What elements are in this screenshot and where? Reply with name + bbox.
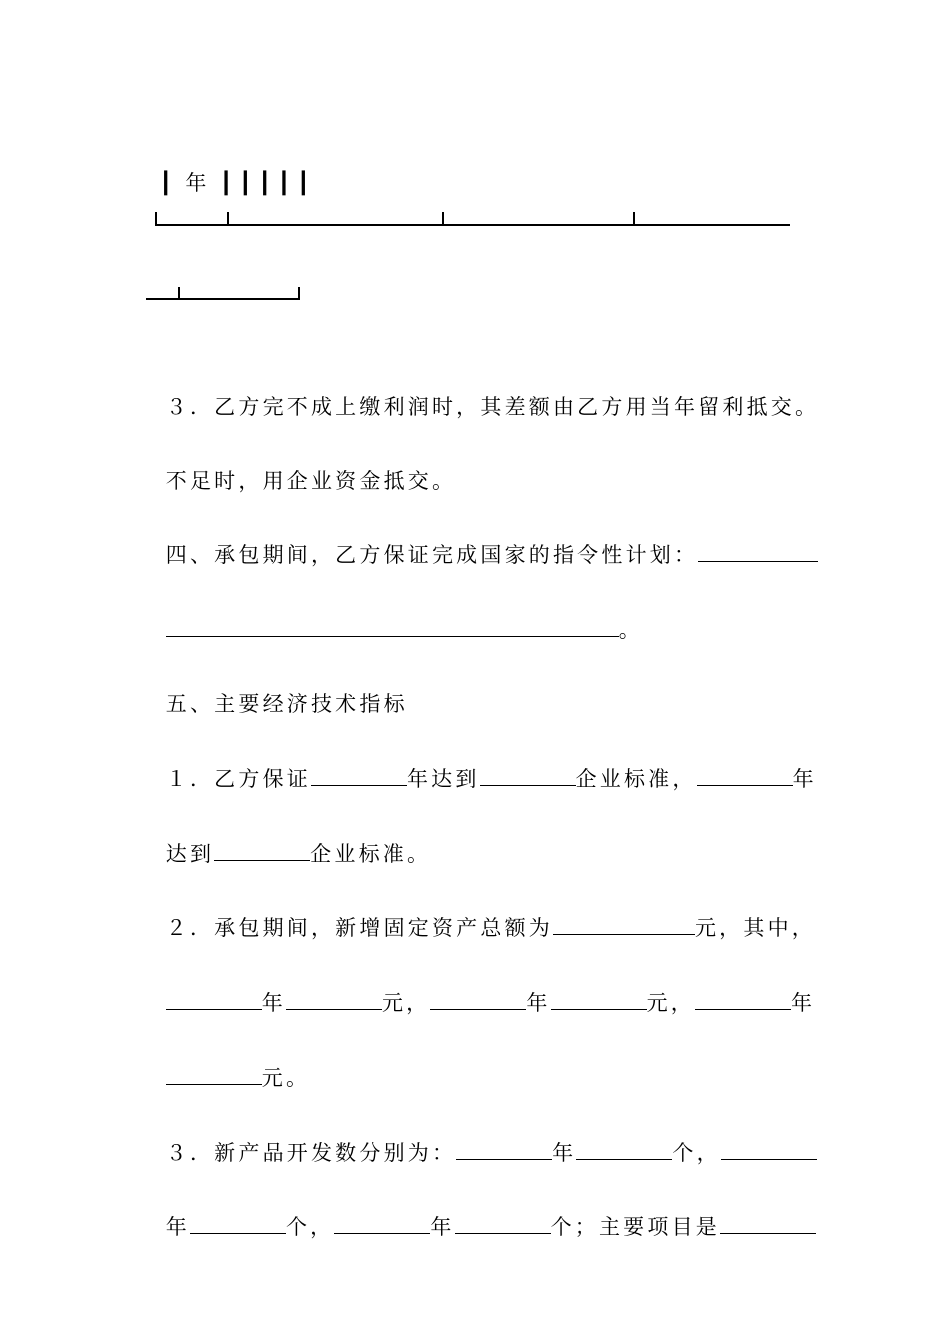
table-fragment-row: [146, 138, 310, 198]
paragraph-5-1a: [146, 734, 817, 794]
paragraph-text: 企业标准，: [575, 767, 697, 791]
paragraph-text: ３．新产品开发数分别为：: [165, 1141, 457, 1165]
paragraph-text: 年: [165, 1215, 190, 1239]
paragraph-4a: [146, 510, 818, 570]
table-row-text: ┃ 年 ┃ ┃ ┃ ┃ ┃: [159, 171, 310, 195]
fill-blank[interactable]: [576, 1139, 672, 1160]
fill-blank[interactable]: [695, 989, 791, 1010]
fill-blank[interactable]: [166, 616, 619, 637]
paragraph-text: 企业标准。: [310, 842, 432, 866]
paragraph-5-2c: [146, 1033, 310, 1093]
fill-blank[interactable]: [553, 914, 695, 935]
fill-blank[interactable]: [720, 1213, 816, 1234]
paragraph-text: 元。: [261, 1066, 311, 1090]
fill-blank[interactable]: [286, 989, 382, 1010]
paragraph-text: 个，: [285, 1215, 335, 1239]
fill-blank[interactable]: [311, 765, 407, 786]
fill-blank[interactable]: [214, 840, 310, 861]
fill-blank[interactable]: [190, 1213, 286, 1234]
fill-blank[interactable]: [430, 989, 526, 1010]
fill-blank[interactable]: [697, 765, 793, 786]
paragraph-text: 年: [792, 767, 817, 791]
fill-blank[interactable]: [721, 1139, 817, 1160]
fill-blank[interactable]: [166, 989, 262, 1010]
paragraph-text: 年: [261, 991, 286, 1015]
fill-blank[interactable]: [698, 541, 818, 562]
fill-blank[interactable]: [455, 1213, 551, 1234]
paragraph-text: 元，其中，: [694, 916, 816, 940]
paragraph-5-2a: [146, 883, 816, 943]
section-heading-5: [146, 659, 408, 719]
paragraph-3a: [146, 362, 819, 422]
paragraph-text: 四、承包期间，乙方保证完成国家的指令性计划：: [165, 543, 699, 567]
paragraph-text: 年: [430, 1215, 455, 1239]
paragraph-3b: [146, 436, 456, 496]
paragraph-text: 年: [552, 1141, 577, 1165]
fill-blank[interactable]: [456, 1139, 552, 1160]
fill-blank[interactable]: [480, 765, 576, 786]
paragraph-5-3b: [146, 1182, 816, 1242]
paragraph-text: ３．乙方完不成上缴利润时，其差额由乙方用当年留利抵交。: [165, 395, 820, 419]
paragraph-text: 个；主要项目是: [550, 1215, 720, 1239]
paragraph-5-1b: [146, 809, 431, 869]
fill-blank[interactable]: [166, 1064, 262, 1085]
paragraph-text: 达到: [165, 842, 215, 866]
paragraph-4b: [146, 585, 643, 645]
paragraph-text: 不足时，用企业资金抵交。: [165, 469, 457, 493]
heading-text: 五、主要经济技术指标: [165, 692, 408, 716]
paragraph-text: 个，: [672, 1141, 721, 1165]
paragraph-text: 元，: [381, 991, 431, 1015]
fill-blank[interactable]: [334, 1213, 430, 1234]
paragraph-5-2b: [146, 958, 815, 1018]
paragraph-text: 年达到: [406, 767, 480, 791]
paragraph-text: １．乙方保证: [165, 767, 311, 791]
paragraph-text: ２．承包期间，新增固定资产总额为: [165, 916, 553, 940]
fill-blank[interactable]: [551, 989, 647, 1010]
paragraph-text: 。: [618, 618, 643, 642]
paragraph-5-3a: [146, 1108, 817, 1168]
paragraph-text: 元，: [646, 991, 695, 1015]
paragraph-text: 年: [790, 991, 816, 1015]
paragraph-text: 年: [526, 991, 551, 1015]
